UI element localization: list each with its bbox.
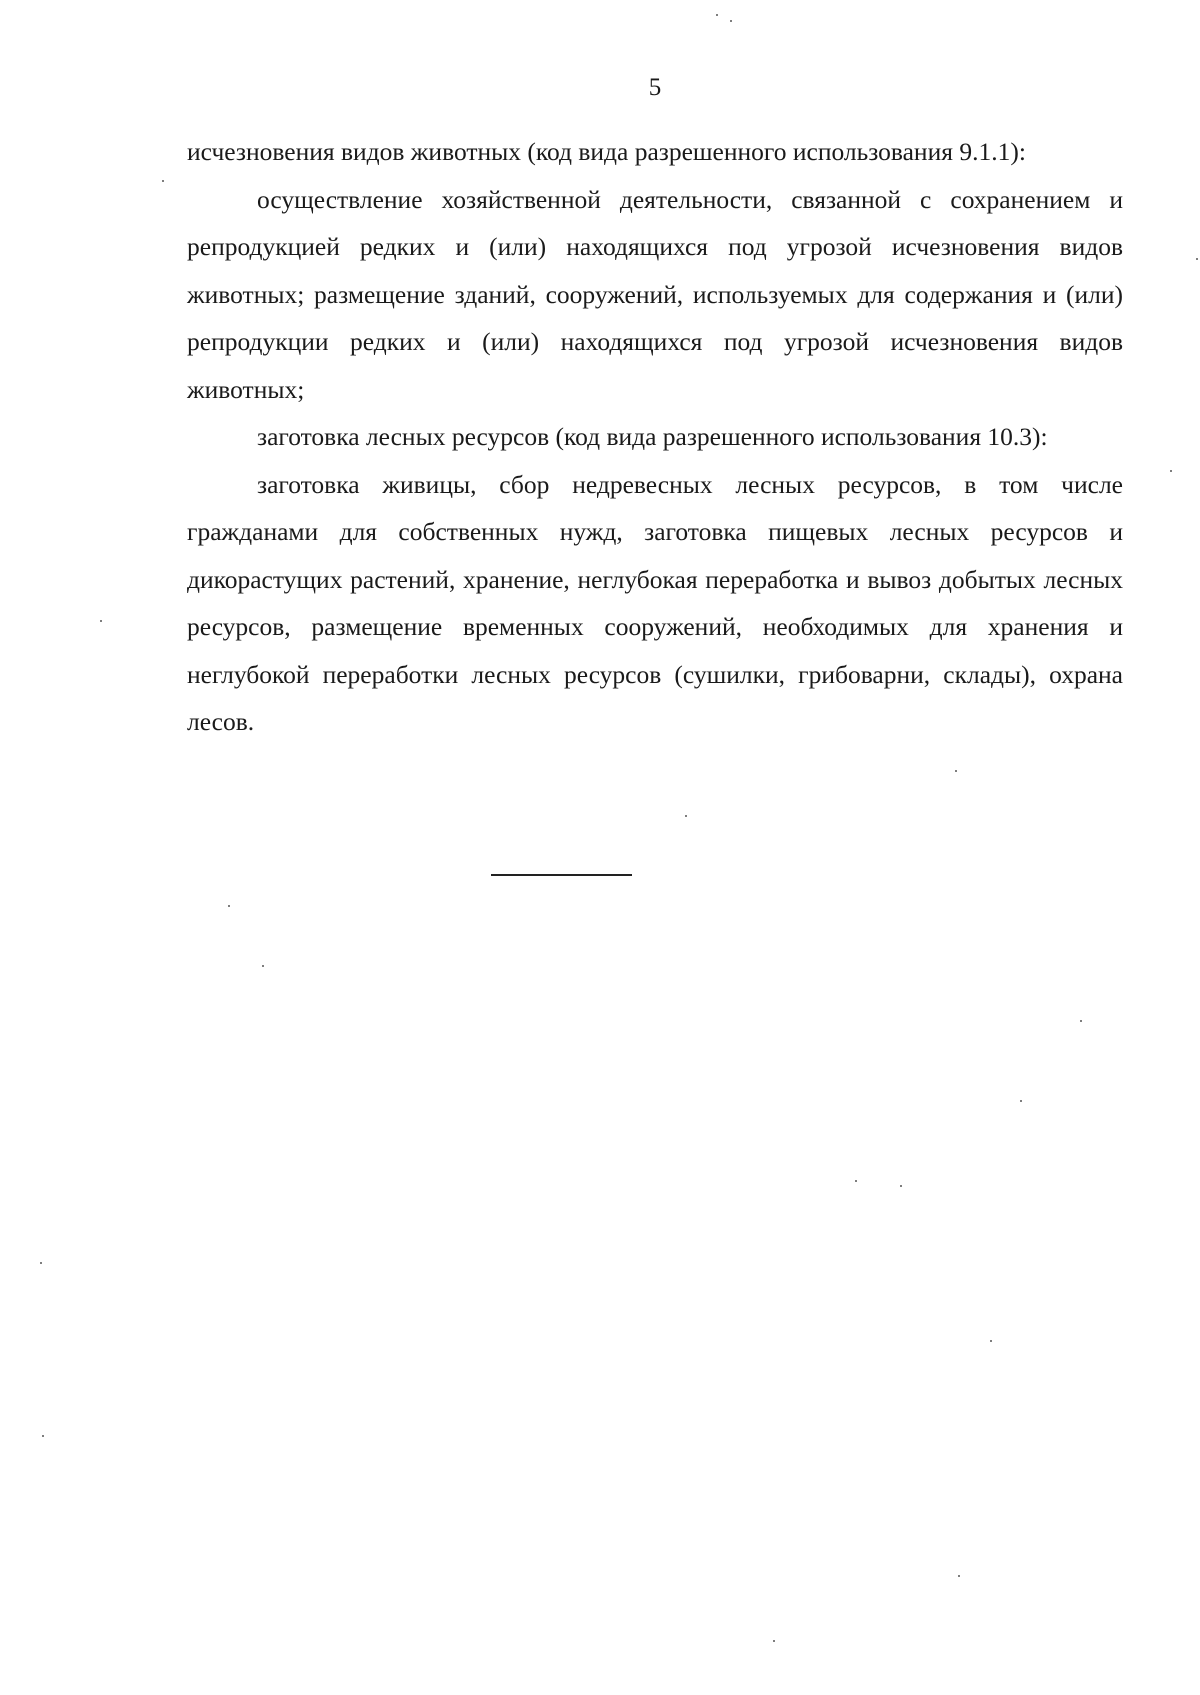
scan-speck xyxy=(262,965,264,967)
end-separator-line xyxy=(491,874,632,876)
scan-speck xyxy=(730,20,732,22)
paragraph-forest-resources-heading: заготовка лесных ресурсов (код вида разрешенного использования 10.3): xyxy=(257,422,1048,451)
paragraph-animal-conservation: осуществление хозяйственной деятельности, связанной с сохранением и репродукцией редких и (или) находящихся под угрозой исчезновения видов животных; размещение зданий, сооружений, используемых для содержания и (или) репродукции редких и (или) находящихся под угрозой исчезновения видов животных; xyxy=(187,184,1123,404)
scan-speck xyxy=(1170,470,1172,472)
scan-speck xyxy=(685,815,687,817)
scan-speck xyxy=(162,180,164,182)
scan-speck xyxy=(958,1575,960,1577)
scan-speck xyxy=(990,1340,992,1342)
paragraph-forest-resources-description: заготовка живицы, сбор недревесных лесных ресурсов, в том числе гражданами для собственных нужд, заготовка пищевых лесных ресурсов и дикорастущих растений, хранение, неглубокая переработка и вывоз добытых лесных ресурсов, размещение временных сооружений, необходимых для хранения и неглубокой переработки лесных ресурсов (сушилки, грибоварни, склады), охрана лесов. xyxy=(187,469,1123,736)
scan-speck xyxy=(855,1180,857,1182)
scan-speck xyxy=(773,1640,775,1642)
scan-speck xyxy=(1196,258,1198,260)
scan-speck xyxy=(900,1185,902,1187)
scan-speck xyxy=(40,1262,42,1264)
page-number: 5 xyxy=(648,74,662,101)
scan-speck xyxy=(1020,1100,1022,1102)
scan-speck xyxy=(1080,1020,1082,1022)
scan-speck xyxy=(716,14,718,16)
scan-speck xyxy=(100,620,102,622)
paragraph-continuation: исчезновения видов животных (код вида разрешенного использования 9.1.1): xyxy=(187,137,1026,166)
scan-speck xyxy=(228,905,230,907)
scan-speck xyxy=(955,770,957,772)
document-body xyxy=(187,128,1123,746)
scan-speck xyxy=(42,1435,44,1437)
